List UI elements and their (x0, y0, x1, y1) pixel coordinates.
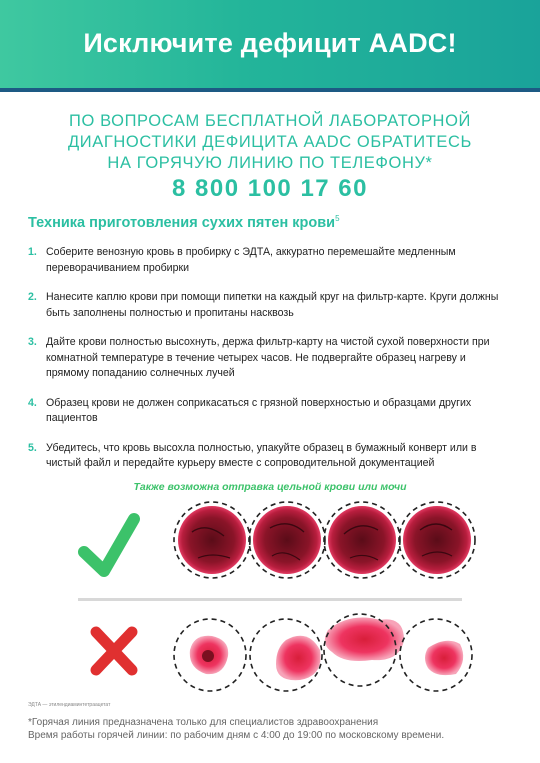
cross-icon (96, 632, 132, 670)
correct-blood-spot (174, 502, 250, 578)
incorrect-blood-spot-smeared (400, 619, 472, 691)
notice-line: НА ГОРЯЧУЮ ЛИНИЮ ПО ТЕЛЕФОНУ* (107, 154, 433, 172)
hotline-footnote (28, 716, 444, 742)
section-title-footnote: 5 (335, 214, 340, 223)
section-divider (78, 598, 462, 601)
step-text: Соберите венозную кровь в пробирку с ЭДТА, аккуратно перемешайте медленным переворачиванием пробирки (46, 246, 456, 274)
step-text: Нанесите каплю крови при помощи пипетки на каждый круг на фильтр-карте. Круги должны быть заполнены полностью и пропитаны насквозь (46, 291, 499, 319)
alternative-sample-note: Также возможна отправка цельной крови или мочи (133, 481, 407, 493)
step-text: Дайте крови полностью высохнуть, держа фильтр-карту на чистой сухой поверхности при комнатной температуре в течение четырех часов. Не подвергайте образец нагреву и прямому попаданию солнечных лучей (46, 336, 490, 379)
footnote-line: *Горячая линия предназначена только для специалистов здравоохранения (28, 717, 379, 728)
hotline-phone[interactable]: 8 800 100 17 60 (172, 175, 368, 202)
notice-line: ПО ВОПРОСАМ БЕСПЛАТНОЙ ЛАБОРАТОРНОЙ (69, 112, 471, 130)
checkmark-icon (84, 519, 134, 571)
incorrect-blood-spot-partial (250, 619, 322, 691)
step-number: 3. (28, 336, 37, 348)
page-title: Исключите дефицит AADC! (83, 28, 457, 58)
abbreviation-footnote: ЭДТА — этилендиаминтетраацетат (28, 702, 111, 708)
incorrect-blood-spot-overlapping (324, 614, 404, 686)
correct-blood-spot (399, 502, 475, 578)
step-text: Образец крови не должен соприкасаться с грязной поверхностью и образцами других пациентов (46, 396, 472, 424)
notice-line: ДИАГНОСТИКИ ДЕФИЦИТА AADC ОБРАТИТЕСЬ (68, 133, 472, 151)
step-number: 2. (28, 291, 37, 303)
step-number: 1. (28, 246, 37, 258)
incorrect-blood-spot-too-small (174, 619, 246, 691)
section-title-text: Техника приготовления сухих пятен крови (28, 214, 336, 231)
footnote-line: Время работы горячей линии: по рабочим дням с 4:00 до 19:00 по московскому времени. (28, 730, 445, 741)
step-number: 5. (28, 441, 37, 454)
step-text: Убедитесь, что кровь высохла полностью, упакуйте образец в бумажный конверт или в чистый файл и передайте курьеру вместе с сопроводительной документацией (46, 441, 477, 469)
correct-blood-spot (249, 502, 325, 578)
correct-blood-spot (324, 502, 400, 578)
step-number: 4. (28, 396, 37, 409)
